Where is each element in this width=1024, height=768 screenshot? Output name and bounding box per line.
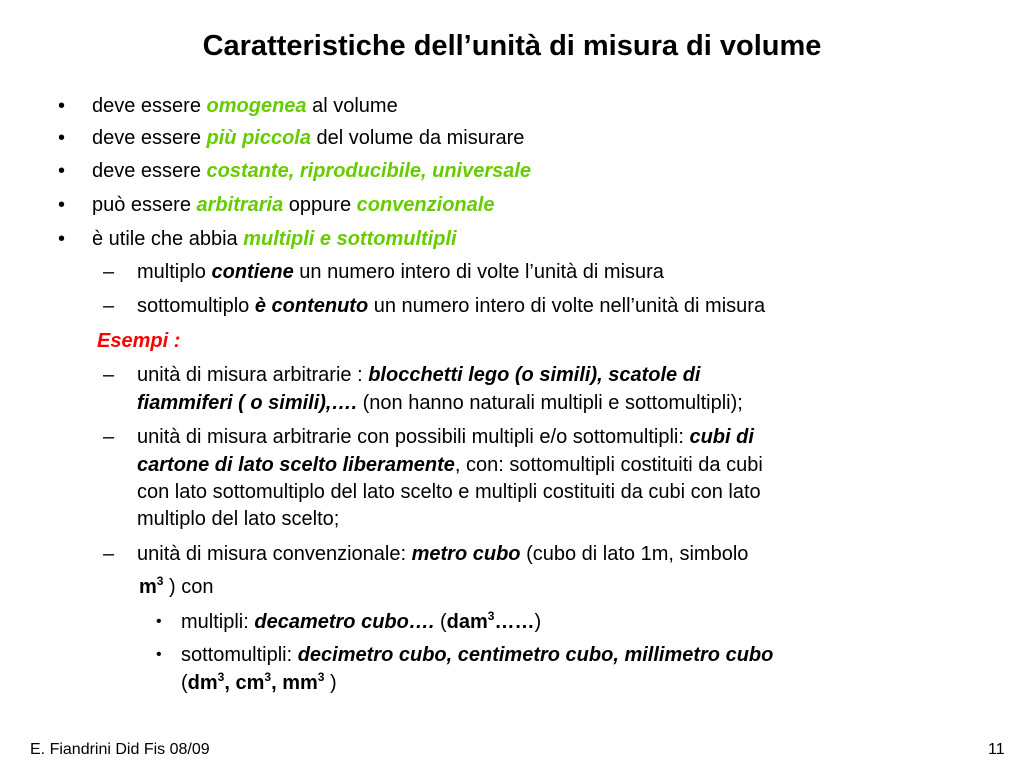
bullet-marker: • [156,646,162,663]
esempi-label: Esempi : [97,330,181,352]
example-text: multiplo del lato scelto; [137,508,340,530]
emphasis-text: cartone di lato scelto liberamente [137,454,455,476]
bullet-text: è utile che abbia [92,228,244,250]
bullet-marker: • [58,95,66,117]
bullet-text: deve essere [92,160,207,182]
emphasis-text: arbitraria [196,194,284,216]
unit-exponent: 3 [217,670,225,684]
example-text: (cubo di lato 1m, simbolo [520,543,749,565]
example-text: (non hanno naturali multipli e sottomultipli); [357,392,743,414]
item-text: ( [181,672,188,694]
sub-text: sottomultiplo [137,295,255,317]
item-text: ( [434,611,447,633]
dash-marker: – [103,295,115,317]
bullet-text: oppure [283,194,357,216]
unit-symbol: dm [187,672,218,694]
emphasis-text: contiene [211,261,294,283]
sub-text: un numero intero di volte l’unità di misura [293,261,664,283]
slide-title: Caratteristiche dell’unità di misura di volume [202,30,822,62]
dash-marker: – [103,543,115,565]
bullet-marker: • [58,127,66,149]
bullet-text: del volume da misurare [310,127,525,149]
emphasis-text: costante, riproducibile, universale [206,160,532,182]
bullet-marker: • [156,613,162,630]
item-text: ) [534,611,542,633]
example-text: unità di misura convenzionale: [137,543,412,565]
bullet-text: può essere [92,194,197,216]
example-text: , con: sottomultipli costituiti da cubi [454,454,763,476]
page-number: 11 [988,741,1005,758]
bullet-marker: • [58,228,66,250]
dash-marker: – [103,261,115,283]
item-text: sottomultipli: [181,644,298,666]
unit-symbol: m [139,576,157,598]
sub-text: un numero intero di volte nell’unità di misura [368,295,766,317]
bullet-marker: • [58,194,66,216]
sub-text: multiplo [137,261,212,283]
emphasis-text: più piccola [206,127,311,149]
example-text: ) con [163,576,214,598]
emphasis-text: decimetro cubo, centimetro cubo, millimetro cubo [297,644,774,666]
unit-symbol: mm [282,672,318,694]
unit-exponent: 3 [264,670,272,684]
bullet-text: al volume [306,95,398,117]
bullet-text: deve essere [92,95,207,117]
emphasis-text: decametro cubo…. [254,611,435,633]
example-text: unità di misura arbitrarie : [137,364,369,386]
emphasis-text: multipli e sottomultipli [243,228,457,250]
unit-exponent: 3 [487,609,495,623]
dash-marker: – [103,426,115,448]
unit-symbol: cm [235,672,265,694]
item-text: multipli: [181,611,255,633]
item-text: , [271,672,283,694]
unit-symbol: dam [446,611,488,633]
unit-exponent: 3 [317,670,325,684]
emphasis-text: è contenuto [254,295,369,317]
item-text: ) [324,672,337,694]
emphasis-text: omogenea [206,95,307,117]
emphasis-text: cubi di [689,426,754,448]
example-text: con lato sottomultiplo del lato scelto e multipli costituiti da cubi con lato [137,481,761,503]
bullet-marker: • [58,160,66,182]
dash-marker: – [103,364,115,386]
emphasis-text: metro cubo [411,543,521,565]
item-text: …… [494,611,535,633]
bullet-text: deve essere [92,127,207,149]
unit-exponent: 3 [156,574,164,588]
emphasis-text: fiammiferi ( o simili),…. [137,392,358,414]
example-text: unità di misura arbitrarie con possibili multipli e/o sottomultipli: [137,426,690,448]
footer-author: E. Fiandrini Did Fis 08/09 [30,741,210,758]
emphasis-text: convenzionale [356,194,495,216]
item-text: , [224,672,236,694]
emphasis-text: blocchetti lego (o simili), scatole di [368,364,701,386]
